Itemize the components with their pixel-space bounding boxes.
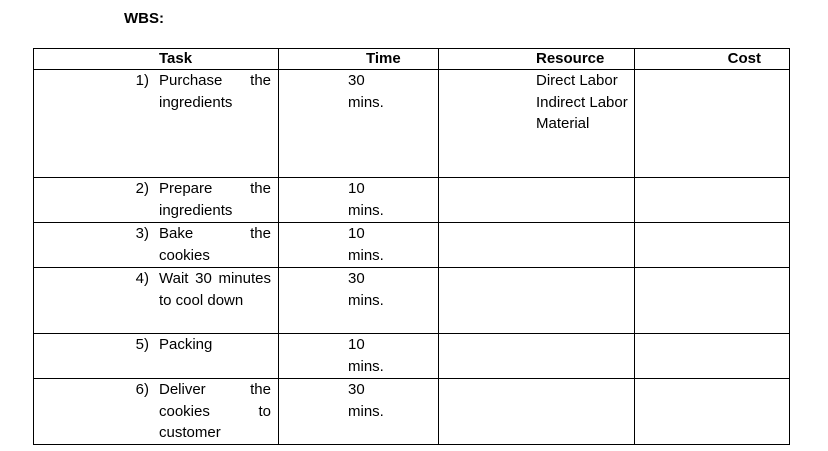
- time-text: 10 mins.: [348, 336, 384, 375]
- time-cell: [279, 223, 439, 268]
- task-cell: [34, 379, 279, 445]
- time-cell: [279, 268, 439, 334]
- resource-item: Direct Labor: [536, 72, 618, 89]
- task-cell: [34, 70, 279, 178]
- task-number: 3): [135, 225, 149, 242]
- cost-cell: [635, 70, 790, 178]
- task-cell: [34, 268, 279, 334]
- task-cell: [34, 223, 279, 268]
- task-number: 6): [135, 381, 149, 398]
- table-row: [34, 268, 790, 334]
- time-text: 30 mins.: [348, 381, 384, 420]
- table-row: [34, 178, 790, 223]
- time-cell: [279, 379, 439, 445]
- cost-cell: [635, 334, 790, 379]
- task-number: 4): [135, 270, 149, 287]
- cost-cell: [635, 223, 790, 268]
- task-number: 2): [135, 180, 149, 197]
- task-cell: [34, 178, 279, 223]
- header-resource: Resource: [439, 49, 635, 70]
- task-number: 5): [135, 336, 149, 353]
- resource-item: Indirect Labor: [536, 93, 628, 111]
- wbs-table: [33, 48, 790, 445]
- task-text: Bake the cookies: [159, 225, 271, 264]
- table-row: [34, 379, 790, 445]
- cost-cell: [635, 379, 790, 445]
- time-text: 10 mins.: [348, 180, 384, 219]
- task-text: Deliver the cookies to customer: [159, 381, 271, 442]
- time-text: 30 mins.: [348, 270, 384, 309]
- time-text: 30 mins.: [348, 72, 384, 111]
- resource-cell: [439, 379, 635, 445]
- header-task: Task: [34, 49, 279, 70]
- task-text: Packing: [159, 336, 213, 353]
- time-cell: [279, 70, 439, 178]
- task-number: 1): [135, 72, 149, 89]
- table-row: [34, 334, 790, 379]
- resource-cell: [439, 70, 635, 178]
- header-cost: Cost: [635, 49, 790, 70]
- header-row: [34, 49, 790, 70]
- task-text: Prepare the ingredients: [159, 180, 271, 219]
- time-text: 10 mins.: [348, 225, 384, 264]
- resource-cell: [439, 178, 635, 223]
- cost-cell: [635, 178, 790, 223]
- resource-cell: [439, 223, 635, 268]
- header-time: Time: [279, 49, 439, 70]
- table-row: [34, 70, 790, 178]
- time-cell: [279, 334, 439, 379]
- cost-cell: [635, 268, 790, 334]
- page-heading: WBS:: [124, 10, 164, 27]
- task-cell: [34, 334, 279, 379]
- resource-cell: [439, 334, 635, 379]
- task-text: Wait 30 minutes to cool down: [159, 270, 271, 309]
- resource-cell: [439, 268, 635, 334]
- time-cell: [279, 178, 439, 223]
- table-row: [34, 223, 790, 268]
- resource-item: Material: [536, 115, 590, 133]
- task-text: Purchase the ingredients: [159, 72, 271, 111]
